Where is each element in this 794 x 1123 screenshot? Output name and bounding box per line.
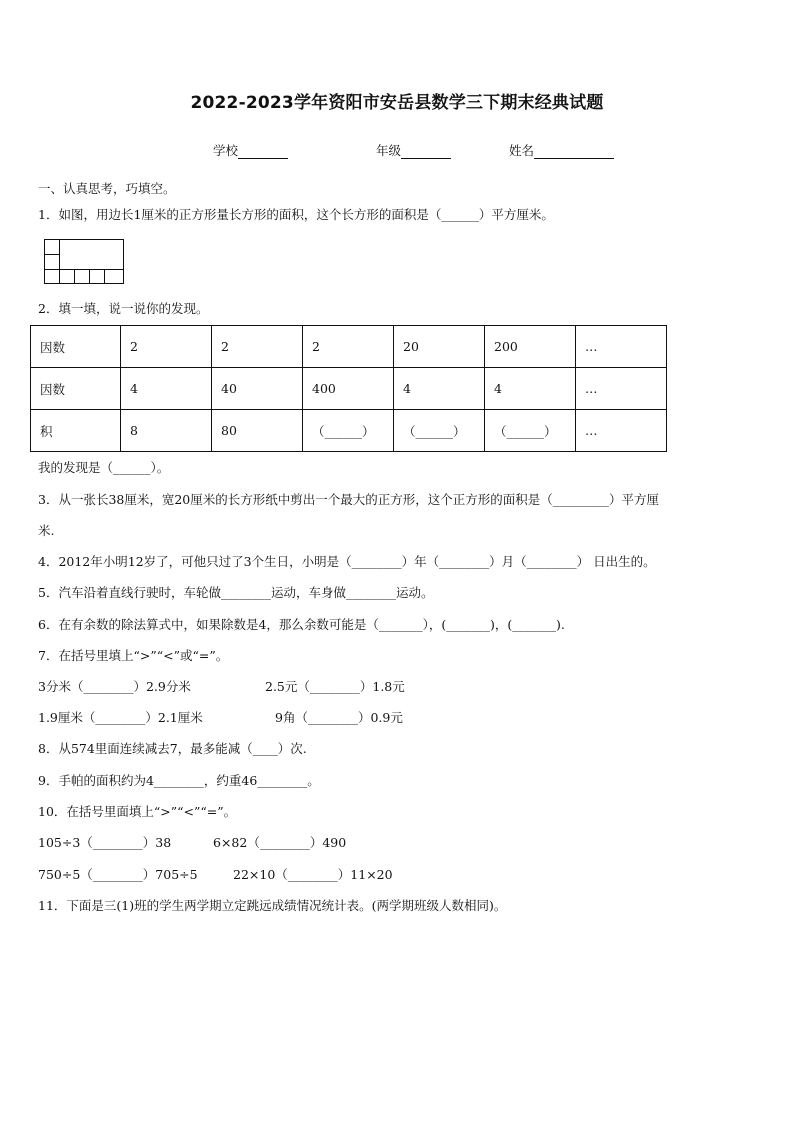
question-10-item: 6×82（________）490: [213, 835, 347, 850]
question-10-item: 105÷3（________）38: [38, 835, 172, 850]
table-cell: 20: [394, 326, 485, 368]
table-cell: …: [576, 410, 667, 452]
table-cell: 4: [394, 368, 485, 410]
question-10-item: 22×10（________）11×20: [233, 867, 393, 882]
question-8: 8．从574里面连续减去7，最多能减（____）次.: [38, 741, 307, 756]
table-cell: 400: [303, 368, 394, 410]
table-cell: 8: [121, 410, 212, 452]
unit-square: [44, 254, 60, 270]
question-10: 10．在括号里面填上“>”“<”“=”。: [38, 804, 237, 819]
table-cell: 因数: [31, 368, 121, 410]
unit-square: [104, 269, 124, 284]
table-cell[interactable]: （______）: [394, 410, 485, 452]
table-cell: 2: [303, 326, 394, 368]
question-7-item: 9角（________）0.9元: [275, 710, 403, 725]
table-row: [31, 410, 667, 452]
question-3-line-1: 3．从一张长38厘米，宽20厘米的长方形纸中剪出一个最大的正方形，这个正方形的面积是（_________）平方厘: [38, 492, 660, 507]
question-2-discovery: 我的发现是（______）。: [38, 460, 170, 475]
table-row: [31, 326, 667, 368]
question-7-item: 1.9厘米（________）2.1厘米: [38, 710, 203, 725]
grade-field: [376, 141, 451, 159]
unit-square: [89, 269, 105, 284]
question-3-line-2: 米.: [38, 523, 55, 538]
question-6: 6．在有余数的除法算式中，如果除数是4，那么余数可能是（_______），(_______)，(_______).: [38, 617, 565, 632]
table-row: [31, 368, 667, 410]
table-cell: 200: [485, 326, 576, 368]
name-field: [509, 141, 614, 159]
question-2: 2．填一填，说一说你的发现。: [38, 301, 209, 316]
table-cell: 40: [212, 368, 303, 410]
question-1: 1．如图，用边长1厘米的正方形量长方形的面积，这个长方形的面积是（______）平方厘米。: [38, 207, 554, 222]
table-cell: 2: [121, 326, 212, 368]
question-5: 5．汽车沿着直线行驶时，车轮做________运动，车身做________运动。: [38, 585, 434, 600]
grade-blank[interactable]: [401, 145, 451, 159]
school-field: [213, 141, 288, 159]
question-11: 11．下面是三(1)班的学生两学期立定跳远成绩情况统计表。(两学期班级人数相同)。: [38, 898, 507, 913]
table-cell: 4: [121, 368, 212, 410]
table-cell: 4: [485, 368, 576, 410]
school-blank[interactable]: [238, 145, 288, 159]
unit-square: [44, 269, 60, 284]
unit-square: [59, 269, 75, 284]
question-7: 7．在括号里填上“>”“<”或“=”。: [38, 648, 229, 663]
unit-square: [74, 269, 90, 284]
table-cell: 2: [212, 326, 303, 368]
table-cell: …: [576, 326, 667, 368]
grade-label: 年级: [376, 143, 402, 158]
table-cell: 因数: [31, 326, 121, 368]
section-heading: 一、认真思考，巧填空。: [38, 181, 176, 196]
question-4: 4．2012年小明12岁了，可他只过了3个生日，小明是（________）年（________）月（________） 日出生的。: [38, 554, 656, 569]
question-9: 9．手帕的面积约为4________，约重46________。: [38, 773, 320, 788]
table-cell: …: [576, 368, 667, 410]
table-cell[interactable]: （______）: [485, 410, 576, 452]
school-label: 学校: [213, 143, 239, 158]
table-cell: 80: [212, 410, 303, 452]
table-cell[interactable]: （______）: [303, 410, 394, 452]
question-7-item: 2.5元（________）1.8元: [265, 679, 405, 694]
factor-product-table: [30, 325, 667, 452]
page-title: 2022-2023学年资阳市安岳县数学三下期末经典试题: [190, 93, 604, 113]
question-7-item: 3分米（________）2.9分米: [38, 679, 191, 694]
table-cell: 积: [31, 410, 121, 452]
name-blank[interactable]: [534, 145, 614, 159]
name-label: 姓名: [509, 143, 535, 158]
unit-square: [44, 239, 60, 255]
question-10-item: 750÷5（________）705÷5: [38, 867, 198, 882]
